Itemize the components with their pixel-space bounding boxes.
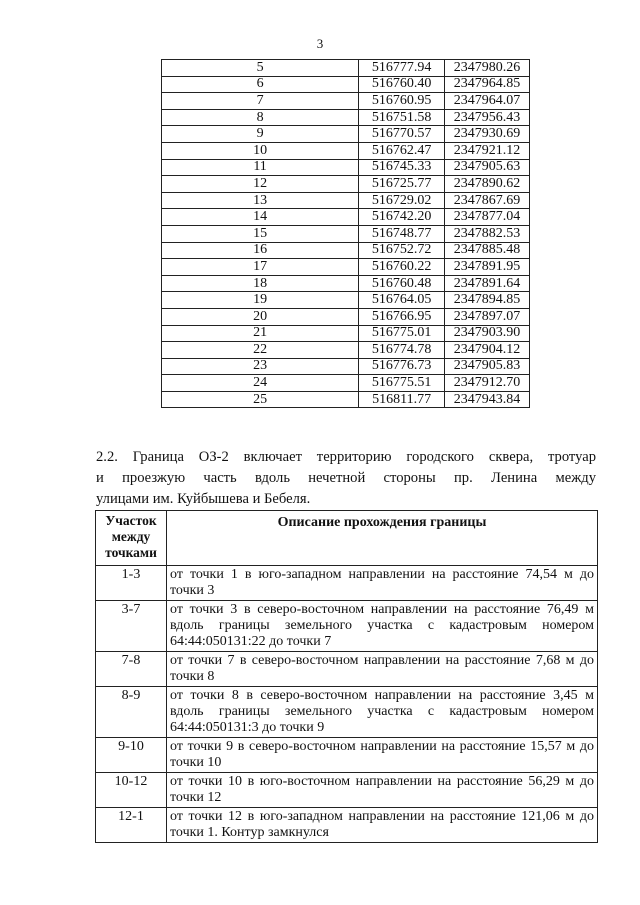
point-number: 17 — [162, 259, 359, 276]
boundary-description-table — [95, 510, 598, 843]
point-number: 13 — [162, 192, 359, 209]
coordinate-x: 516751.58 — [359, 109, 445, 126]
point-number: 11 — [162, 159, 359, 176]
coordinate-x: 516748.77 — [359, 225, 445, 242]
table-row — [96, 601, 598, 652]
table-row — [162, 126, 530, 143]
description-cell: от точки 9 в северо-восточном направлении на расстояние 15,57 м до точки 10 — [167, 738, 598, 773]
coordinate-y: 2347882.53 — [445, 225, 530, 242]
coordinate-y: 2347890.62 — [445, 176, 530, 193]
description-cell: от точки 1 в юго-западном направлении на расстояние 74,54 м до точки 3 — [167, 566, 598, 601]
point-number: 8 — [162, 109, 359, 126]
table-row — [162, 342, 530, 359]
coordinate-y: 2347921.12 — [445, 142, 530, 159]
table-row — [162, 391, 530, 408]
point-number: 7 — [162, 93, 359, 110]
coordinate-y: 2347964.85 — [445, 76, 530, 93]
point-number: 20 — [162, 308, 359, 325]
coordinate-y: 2347891.95 — [445, 259, 530, 276]
table-row — [162, 192, 530, 209]
table-row — [96, 566, 598, 601]
table-row — [162, 292, 530, 309]
coordinate-y: 2347891.64 — [445, 275, 530, 292]
description-cell: от точки 8 в северо-восточном направлении на расстояние 3,45 м вдоль границы земельного участка с кадастровым номером 64:44:050131:3 до точки 9 — [167, 687, 598, 738]
point-number: 9 — [162, 126, 359, 143]
point-number: 24 — [162, 375, 359, 392]
point-number: 5 — [162, 60, 359, 77]
point-number: 16 — [162, 242, 359, 259]
point-number: 6 — [162, 76, 359, 93]
description-cell: от точки 7 в северо-восточном направлении на расстояние 7,68 м до точки 8 — [167, 652, 598, 687]
coordinate-y: 2347867.69 — [445, 192, 530, 209]
segment-cell: 9-10 — [96, 738, 167, 773]
coordinate-y: 2347905.63 — [445, 159, 530, 176]
paragraph-line: и проезжую часть вдоль нечетной стороны пр. Ленина между — [96, 470, 596, 486]
table-row — [162, 225, 530, 242]
coordinate-y: 2347943.84 — [445, 391, 530, 408]
coordinate-x: 516760.40 — [359, 76, 445, 93]
paragraph-line: 2.2. Граница ОЗ-2 включает территорию городского сквера, тротуар — [96, 449, 596, 465]
table-row — [162, 308, 530, 325]
coordinate-y: 2347905.83 — [445, 358, 530, 375]
description-cell: от точки 12 в юго-западном направлении на расстояние 121,06 м до точки 1. Контур замкнулся — [167, 808, 598, 843]
coordinate-y: 2347964.07 — [445, 93, 530, 110]
point-number: 14 — [162, 209, 359, 226]
coordinate-x: 516770.57 — [359, 126, 445, 143]
segment-cell: 7-8 — [96, 652, 167, 687]
table-row — [96, 652, 598, 687]
segment-cell: 1-3 — [96, 566, 167, 601]
table-row — [96, 687, 598, 738]
coordinate-x: 516745.33 — [359, 159, 445, 176]
coordinate-x: 516729.02 — [359, 192, 445, 209]
paragraph-line: улицами им. Куйбышева и Бебеля. — [96, 491, 311, 507]
coordinate-x: 516774.78 — [359, 342, 445, 359]
description-cell: от точки 10 в юго-восточном направлении на расстояние 56,29 м до точки 12 — [167, 773, 598, 808]
table-row — [162, 159, 530, 176]
coordinate-y: 2347877.04 — [445, 209, 530, 226]
coordinate-y: 2347885.48 — [445, 242, 530, 259]
table-row — [162, 242, 530, 259]
coordinate-x: 516742.20 — [359, 209, 445, 226]
table-row — [162, 325, 530, 342]
segment-cell: 8-9 — [96, 687, 167, 738]
table-row — [162, 209, 530, 226]
coordinate-x: 516762.47 — [359, 142, 445, 159]
segment-cell: 12-1 — [96, 808, 167, 843]
table-row — [162, 142, 530, 159]
coordinate-x: 516777.94 — [359, 60, 445, 77]
coordinate-y: 2347980.26 — [445, 60, 530, 77]
coordinate-y: 2347894.85 — [445, 292, 530, 309]
coordinate-x: 516811.77 — [359, 391, 445, 408]
coordinate-x: 516766.95 — [359, 308, 445, 325]
coordinate-x: 516760.48 — [359, 275, 445, 292]
header-description: Описание прохождения границы — [167, 511, 598, 566]
coordinate-x: 516725.77 — [359, 176, 445, 193]
table-row — [162, 60, 530, 77]
table-row — [162, 259, 530, 276]
coordinates-table-body — [162, 60, 530, 408]
coordinate-x: 516752.72 — [359, 242, 445, 259]
coordinate-x: 516764.05 — [359, 292, 445, 309]
point-number: 23 — [162, 358, 359, 375]
coordinate-y: 2347956.43 — [445, 109, 530, 126]
segment-cell: 3-7 — [96, 601, 167, 652]
point-number: 18 — [162, 275, 359, 292]
point-number: 25 — [162, 391, 359, 408]
point-number: 21 — [162, 325, 359, 342]
coordinate-x: 516760.22 — [359, 259, 445, 276]
coordinate-y: 2347912.70 — [445, 375, 530, 392]
table-row — [162, 375, 530, 392]
coordinate-x: 516760.95 — [359, 93, 445, 110]
table-row — [162, 176, 530, 193]
coordinate-x: 516776.73 — [359, 358, 445, 375]
section-paragraph — [96, 447, 596, 510]
point-number: 19 — [162, 292, 359, 309]
segment-cell: 10-12 — [96, 773, 167, 808]
table-row — [162, 93, 530, 110]
coordinate-x: 516775.51 — [359, 375, 445, 392]
point-number: 10 — [162, 142, 359, 159]
point-number: 22 — [162, 342, 359, 359]
coordinate-x: 516775.01 — [359, 325, 445, 342]
coordinate-y: 2347897.07 — [445, 308, 530, 325]
table-row — [162, 109, 530, 126]
table-row — [162, 358, 530, 375]
description-cell: от точки 3 в северо-восточном направлении на расстояние 76,49 м вдоль границы земельного участка с кадастровым номером 64:44:050131:22 до точки 7 — [167, 601, 598, 652]
coordinate-y: 2347904.12 — [445, 342, 530, 359]
coordinate-y: 2347930.69 — [445, 126, 530, 143]
table-row — [96, 773, 598, 808]
table-row — [162, 275, 530, 292]
table-header-row — [96, 511, 598, 566]
table-row — [162, 76, 530, 93]
table-row — [96, 808, 598, 843]
coordinate-y: 2347903.90 — [445, 325, 530, 342]
coordinates-table — [161, 59, 530, 408]
table-row — [96, 738, 598, 773]
header-segment: Участок между точками — [96, 511, 167, 566]
point-number: 12 — [162, 176, 359, 193]
point-number: 15 — [162, 225, 359, 242]
page-number: 3 — [316, 36, 324, 51]
boundary-table-body — [96, 566, 598, 843]
